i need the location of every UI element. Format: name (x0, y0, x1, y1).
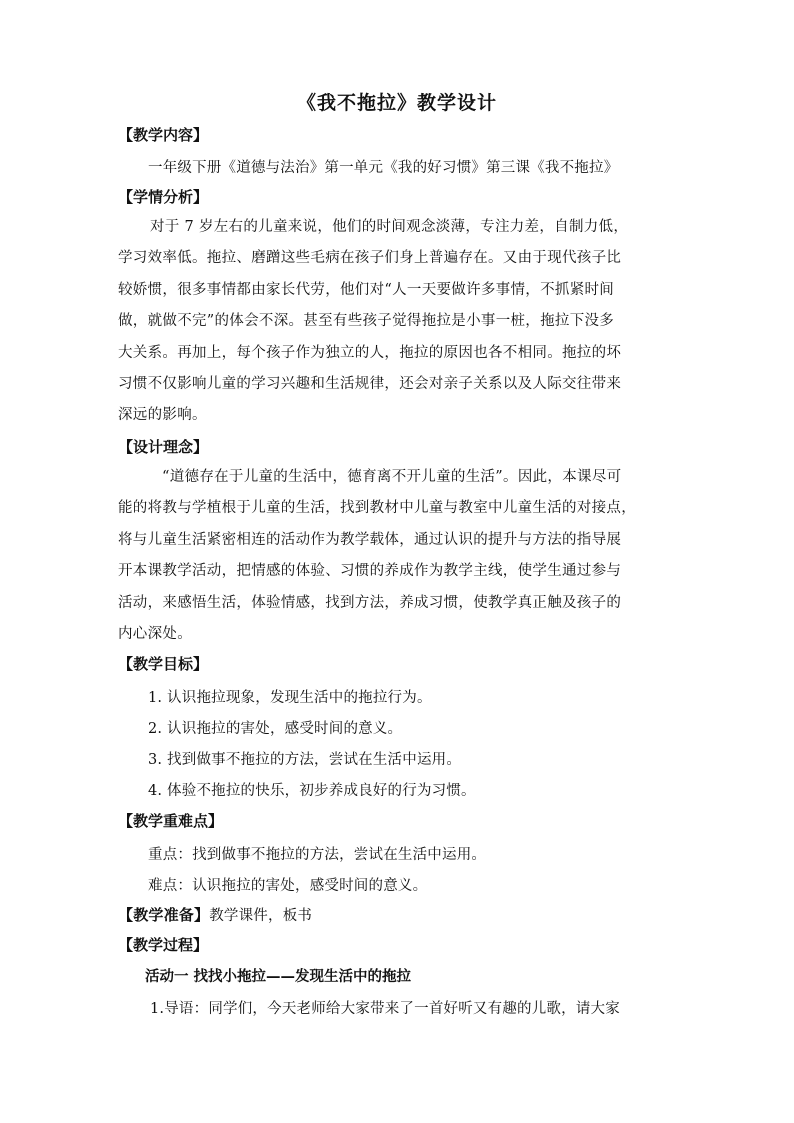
concept-line: 开本课教学活动，把情感的体验、习惯的养成作为教学主线，使学生通过参与 (118, 563, 622, 580)
analysis-line: 较娇惯，很多事情都由家长代劳，他们对“人一天要做许多事情，不抓紧时间 (118, 281, 615, 298)
analysis-line: 深远的影响。 (118, 407, 207, 424)
concept-line: “道德存在于儿童的生活中，德育离不开儿童的生活”。因此，本课尽可 (162, 469, 622, 485)
goal-item: 3. 找到做事不拖拉的方法，尝试在生活中运用。 (148, 752, 462, 768)
heading-design-concept: 【设计理念】 (118, 438, 209, 456)
analysis-line: 学习效率低。拖拉、磨蹭这些毛病在孩子们身上普遍存在。又由于现代孩子比 (118, 250, 622, 267)
teaching-content-text: 一年级下册《道德与法治》第一单元《我的好习惯》第三课《我不拖拉》 (148, 160, 619, 176)
heading-teaching-process: 【教学过程】 (118, 936, 209, 954)
activity-one-title: 活动一 找找小拖拉——发现生活中的拖拉 (145, 969, 412, 985)
document-title: 《我不拖拉》教学设计 (296, 92, 497, 114)
key-point-focus: 重点：找到做事不拖拉的方法，尝试在生活中运用。 (148, 847, 487, 863)
analysis-line: 对于 7 岁左右的儿童来说，他们的时间观念淡薄，专注力差，自制力低， (150, 219, 629, 235)
process-step-one: 1.导语：同学们，今天老师给大家带来了一首好听又有趣的儿歌，请大家 (150, 1001, 620, 1017)
concept-line: 活动，来感悟生活，体验情感，找到方法，养成习惯，使教学真正触及孩子的 (118, 594, 622, 611)
heading-key-points: 【教学重难点】 (118, 812, 224, 830)
preparation-row (118, 904, 312, 925)
heading-teaching-content: 【教学内容】 (118, 126, 209, 144)
heading-teaching-goals: 【教学目标】 (118, 655, 209, 673)
analysis-line: 习惯不仅影响儿童的学习兴趣和生活规律，还会对亲子关系以及人际交往带来 (118, 376, 622, 393)
key-point-difficulty: 难点：认识拖拉的害处，感受时间的意义。 (148, 878, 428, 894)
design-concept-paragraph (118, 462, 683, 650)
learner-analysis-paragraph (118, 212, 683, 432)
goal-item: 2. 认识拖拉的害处，感受时间的意义。 (148, 721, 403, 737)
heading-preparation: 【教学准备】 (118, 906, 210, 924)
concept-line: 能的将教与学植根于儿童的生活，找到教材中儿童与教室中儿童生活的对接点， (118, 500, 636, 517)
goal-item: 1. 认识拖拉现象，发现生活中的拖拉行为。 (148, 690, 432, 706)
analysis-line: 大关系。再加上，每个孩子作为独立的人，拖拉的原因也各不相同。拖拉的坏 (118, 344, 622, 361)
heading-learner-analysis: 【学情分析】 (118, 188, 209, 206)
concept-line: 将与儿童生活紧密相连的活动作为教学载体，通过认识的提升与方法的指导展 (118, 531, 622, 548)
preparation-text: 教学课件，板书 (209, 908, 313, 924)
goal-item: 4. 体验不拖拉的快乐，初步养成良好的行为习惯。 (148, 783, 476, 799)
concept-line: 内心深处。 (118, 626, 192, 643)
analysis-line: 做，就做不完”的体会不深。甚至有些孩子觉得拖拉是小事一桩，拖拉下没多 (118, 313, 615, 330)
